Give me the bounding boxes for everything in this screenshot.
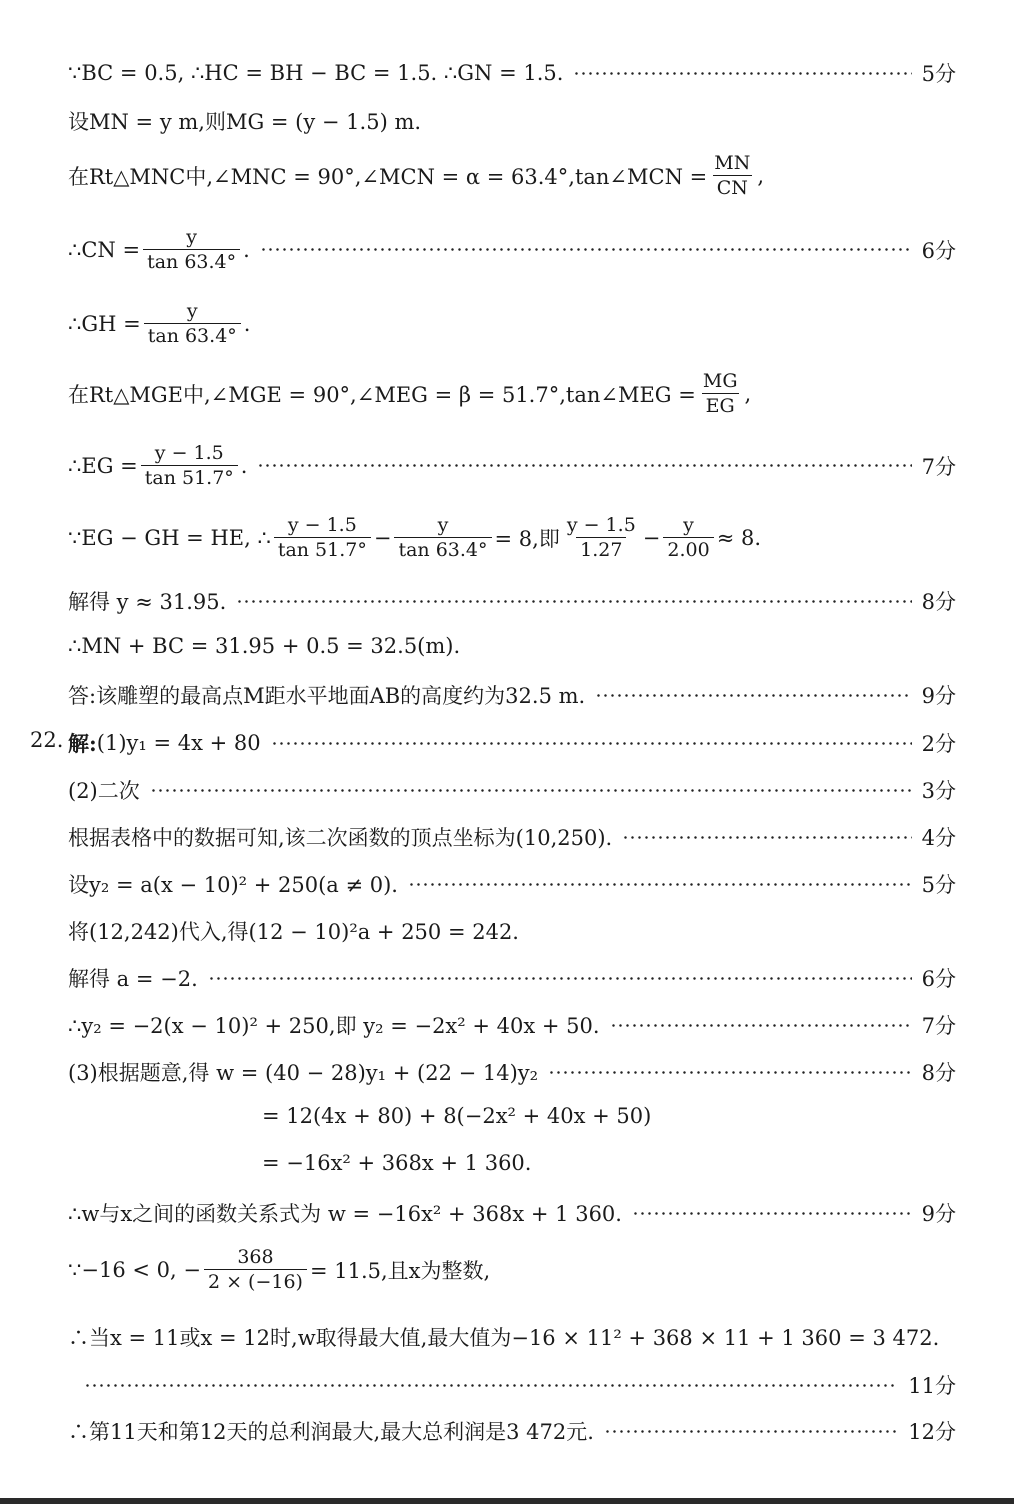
q22-line-2 (68, 775, 956, 805)
leader-dots (84, 1384, 898, 1387)
leader-dots (604, 1430, 898, 1433)
denominator: 1.27 (576, 537, 626, 561)
numerator: y (437, 514, 449, 536)
equals-text: = 8,即 (494, 526, 560, 551)
q22-line-15-text: ∴第11天和第12天的总利润最大,最大总利润是3 472元. (68, 1420, 594, 1444)
score-mark: 11分 (908, 1374, 956, 1398)
denominator: tan 51.7° (141, 465, 238, 489)
fraction (699, 370, 742, 417)
score-mark: 5分 (921, 873, 956, 897)
q21-line-8-pre: ∵EG − GH = HE, ∴ (68, 525, 271, 550)
fraction (143, 226, 240, 273)
numerator: y − 1.5 (287, 514, 357, 536)
page-bottom-edge (0, 1498, 1014, 1504)
score-mark: 6分 (921, 238, 956, 263)
leader-dots (408, 883, 912, 886)
q22-line-6-text: 解得 a = −2. (68, 967, 198, 991)
q22-line-3-text: 根据表格中的数据可知,该二次函数的顶点坐标为(10,250). (68, 826, 613, 850)
q22-line-8-text: (3)根据题意,得 w = (40 − 28)y₁ + (22 − 14)y₂ (68, 1061, 539, 1085)
q21-line-2 (68, 106, 956, 136)
denominator: tan 63.4° (144, 323, 241, 347)
q22-line-8 (68, 1057, 956, 1087)
q22-line-9-text: = 12(4x + 80) + 8(−2x² + 40x + 50) (262, 1104, 652, 1128)
score-mark: 7分 (921, 454, 956, 479)
numerator: y (683, 514, 694, 536)
q21-line-3-text (68, 152, 764, 199)
score-mark: 8分 (921, 1061, 956, 1085)
q22-line-5 (68, 916, 956, 946)
leader-dots (548, 1071, 912, 1074)
fraction (204, 1246, 307, 1293)
numerator: y (186, 300, 198, 322)
q21-line-8 (68, 514, 956, 561)
score-mark: 6分 (921, 967, 956, 991)
q21-line-5-post: . (243, 311, 251, 336)
denominator: EG (702, 393, 739, 417)
denominator: 2 × (−16) (204, 1269, 307, 1293)
leader-dots (622, 836, 911, 839)
q21-line-7-text (68, 442, 247, 489)
score-mark: 12分 (908, 1420, 956, 1444)
q22-line-4-text: 设y₂ = a(x − 10)² + 250(a ≠ 0). (68, 873, 398, 897)
leader-dots (208, 977, 912, 980)
numerator: MN (714, 152, 751, 174)
q21-line-6-post: , (744, 381, 752, 406)
score-mark: 2分 (921, 732, 956, 756)
fraction (141, 442, 238, 489)
q21-line-1 (68, 58, 956, 88)
numerator: y (186, 226, 197, 248)
denominator: tan 63.4° (143, 249, 240, 273)
q22-line-11 (68, 1198, 956, 1228)
q21-line-3-post: , (757, 163, 765, 188)
q21-line-8-text (68, 514, 761, 561)
q21-line-7-post: . (240, 453, 248, 478)
q22-line-9 (262, 1104, 956, 1128)
q21-line-4-post: . (243, 237, 250, 262)
minus-sign: − (373, 525, 392, 550)
q22-line-10-text: = −16x² + 368x + 1 360. (262, 1151, 532, 1175)
leader-dots (271, 742, 912, 745)
solve-label: 解: (68, 731, 97, 756)
numerator: MG (702, 370, 738, 392)
q21-line-7 (68, 442, 956, 489)
q21-line-10-text: ∴MN + BC = 31.95 + 0.5 = 32.5(m). (68, 634, 461, 658)
q21-line-9-text: 解得 y ≈ 31.95. (68, 590, 227, 614)
leader-dots (595, 694, 911, 697)
q21-line-10 (68, 634, 956, 658)
q21-line-6 (68, 370, 956, 417)
q21-line-5 (68, 300, 956, 347)
q22-line-1-content: (1)y₁ = 4x + 80 (96, 731, 261, 755)
q21-line-5-text (68, 300, 250, 347)
q22-line-13 (68, 1322, 956, 1352)
q22-line-7-text: ∴y₂ = −2(x − 10)² + 250,即 y₂ = −2x² + 40x + 50. (68, 1014, 600, 1038)
q21-line-4 (68, 226, 956, 273)
q22-line-11-text: ∴w与x之间的函数关系式为 w = −16x² + 368x + 1 360. (68, 1202, 622, 1226)
q21-line-1-text: ∵BC = 0.5, ∴HC = BH − BC = 1.5. ∴GN = 1.5. (68, 61, 564, 85)
q21-line-11-text: 答:该雕塑的最高点M距水平地面AB的高度约为32.5 m. (68, 684, 586, 708)
denominator: CN (713, 175, 752, 199)
fraction (394, 514, 491, 561)
q21-line-4-text (68, 226, 250, 273)
q22-line-2-text: (2)二次 (68, 779, 140, 803)
leader-dots (610, 1024, 912, 1027)
q22-line-4 (68, 869, 956, 899)
score-mark: 7分 (921, 1014, 956, 1038)
score-mark: 5分 (921, 62, 956, 86)
q22-line-1-text (68, 728, 261, 758)
minus-sign: − (642, 525, 661, 550)
score-mark: 4分 (921, 826, 956, 850)
leader-dots (573, 72, 911, 75)
fraction (710, 152, 754, 199)
q22-line-14 (84, 1370, 956, 1400)
q22-line-12-text (68, 1246, 490, 1293)
q22-line-1 (68, 728, 956, 758)
score-mark: 9分 (921, 1202, 956, 1226)
fraction (563, 514, 640, 561)
leader-dots (632, 1212, 912, 1215)
score-mark: 8分 (921, 590, 956, 614)
q22-line-15 (68, 1416, 956, 1446)
q21-line-9 (68, 586, 956, 616)
numerator: y − 1.5 (566, 514, 636, 536)
q21-line-4-pre: ∴CN = (68, 237, 141, 262)
q22-line-13-text: ∴当x = 11或x = 12时,w取得最大值,最大值为−16 × 11² + 368 × 11 + 1 360 = 3 472. (68, 1326, 940, 1350)
q21-line-8-post: ≈ 8. (716, 525, 762, 550)
q22-line-6 (68, 963, 956, 993)
score-mark: 3分 (921, 779, 956, 803)
q22-line-12 (68, 1246, 956, 1293)
q22-line-10 (262, 1151, 956, 1175)
q22-line-5-text: 将(12,242)代入,得(12 − 10)²a + 250 = 242. (68, 920, 519, 944)
q21-line-3 (68, 152, 956, 199)
q21-line-7-pre: ∴EG = (68, 453, 138, 478)
fraction (274, 514, 371, 561)
q21-line-11 (68, 680, 956, 710)
question-number: 22. (30, 728, 64, 752)
denominator: tan 51.7° (274, 537, 371, 561)
leader-dots (150, 789, 912, 792)
q21-line-2-text: 设MN = y m,则MG = (y − 1.5) m. (68, 110, 422, 134)
leader-dots (236, 600, 911, 603)
q22-line-7 (68, 1010, 956, 1040)
q21-line-6-text (68, 370, 751, 417)
q21-line-3-pre: 在Rt△MNC中,∠MNC = 90°,∠MCN = α = 63.4°,tan∠MCN = (68, 164, 708, 189)
numerator: y − 1.5 (154, 442, 224, 464)
leader-dots (260, 248, 912, 251)
q21-line-6-pre: 在Rt△MGE中,∠MGE = 90°,∠MEG = β = 51.7°,tan∠MEG = (68, 382, 696, 407)
numerator: 368 (237, 1246, 274, 1268)
q22-line-3 (68, 822, 956, 852)
q22-line-12-post: = 11.5,且x为整数, (309, 1258, 491, 1283)
q22-line-12-pre: ∵−16 < 0, − (68, 1257, 201, 1282)
fraction (144, 300, 241, 347)
fraction (663, 514, 713, 561)
q21-line-5-pre: ∴GH = (68, 311, 141, 336)
score-mark: 9分 (921, 684, 956, 708)
denominator: tan 63.4° (394, 537, 491, 561)
leader-dots (257, 464, 911, 467)
denominator: 2.00 (663, 537, 713, 561)
